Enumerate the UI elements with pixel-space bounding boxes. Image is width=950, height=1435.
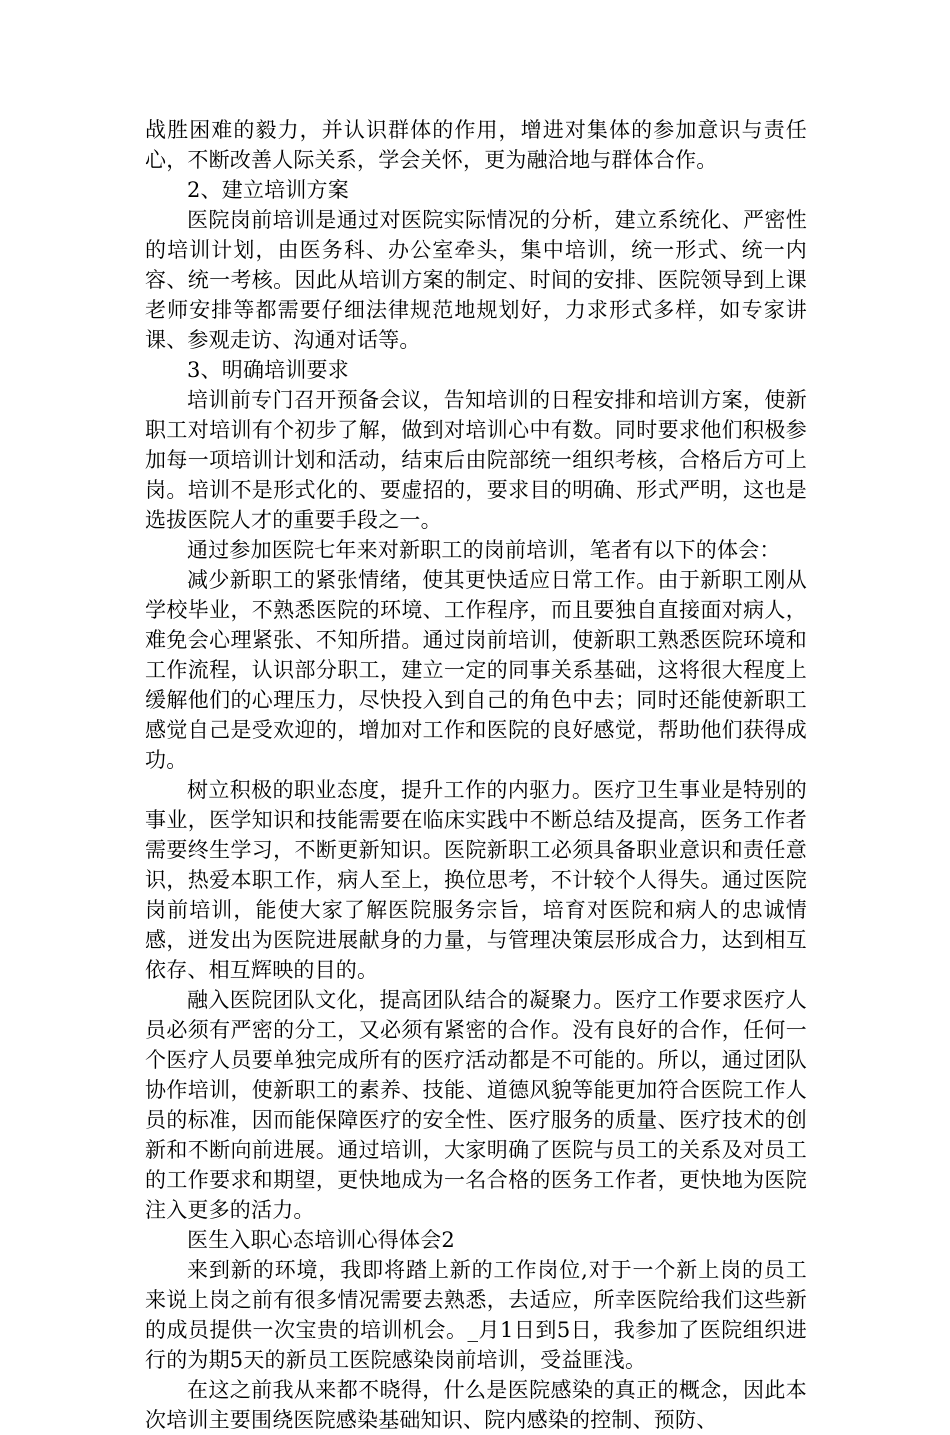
paragraph: 来到新的环境，我即将踏上新的工作岗位,对于一个新上岗的员工来说上岗之前有很多情况需要去熟悉，去适应，所幸医院给我们这些新的成员提供一次宝贵的培训机会。_月1日到5日，我参加了医院组织进行的为期5天的新员工医院感染岗前培训，受益匪浅。 bbox=[145, 1258, 807, 1372]
paragraph: 通过参加医院七年来对新职工的岗前培训，笔者有以下的体会： bbox=[187, 538, 781, 562]
paragraph: 树立积极的职业态度，提升工作的内驱力。医疗卫生事业是特别的事业，医学知识和技能需要在临床实践中不断总结及提高，医务工作者需要终生学习，不断更新知识。医院新职工必须具备职业意识和责任意识，热爱本职工作，病人至上，换位思考，不计较个人得失。通过医院岗前培训，能使大家了解医院服务宗旨，培育对医院和病人的忠诚情感，迸发出为医院进展献身的力量，与管理决策层形成合力，达到相互依存、相互辉映的目的。 bbox=[145, 778, 807, 982]
section-heading: 医生入职心态培训心得体会2 bbox=[187, 1228, 455, 1252]
paragraph: 减少新职工的紧张情绪，使其更快适应日常工作。由于新职工刚从学校毕业，不熟悉医院的环境、工作程序，而且要独自直接面对病人，难免会心理紧张、不知所措。通过岗前培训，使新职工熟悉医院环境和工作流程，认识部分职工，建立一定的同事关系基础，这将很大程度上缓解他们的心理压力，尽快投入到自己的角色中去；同时还能使新职工感觉自己是受欢迎的，增加对工作和医院的良好感觉，帮助他们获得成功。 bbox=[145, 568, 807, 772]
paragraph: 培训前专门召开预备会议，告知培训的日程安排和培训方案，使新职工对培训有个初步了解，做到对培训心中有数。同时要求他们积极参加每一项培训计划和活动，结束后由院部统一组织考核，合格后方可上岗。培训不是形式化的、要虚招的，要求目的明确、形式严明，这也是选拔医院人才的重要手段之一。 bbox=[145, 388, 807, 532]
paragraph: 医院岗前培训是通过对医院实际情况的分析，建立系统化、严密性的培训计划，由医务科、办公室牵头，集中培训，统一形式、统一内容、统一考核。因此从培训方案的制定、时间的安排、医院领导到上课老师安排等都需要仔细法律规范地规划好，力求形式多样，如专家讲课、参观走访、沟通对话等。 bbox=[145, 208, 807, 352]
paragraph: 在这之前我从来都不晓得，什么是医院感染的真正的概念，因此本次培训主要围绕医院感染基础知识、院内感染的控制、预防、 bbox=[145, 1378, 807, 1432]
paragraph: 融入医院团队文化，提高团队结合的凝聚力。医疗工作要求医疗人员必须有严密的分工，又必须有紧密的合作。没有良好的合作，任何一个医疗人员要单独完成所有的医疗活动都是不可能的。所以，通过团队协作培训，使新职工的素养、技能、道德风貌等能更加符合医院工作人员的标准，因而能保障医疗的安全性、医疗服务的质量、医疗技术的创新和不断向前进展。通过培训，大家明确了医院与员工的关系及对员工的工作要求和期望，更快地成为一名合格的医务工作者，更快地为医院注入更多的活力。 bbox=[145, 988, 807, 1222]
section-heading: 3、明确培训要求 bbox=[187, 358, 349, 382]
document-page bbox=[145, 115, 807, 1435]
section-heading: 2、建立培训方案 bbox=[187, 178, 349, 202]
paragraph: 战胜困难的毅力，并认识群体的作用，增进对集体的参加意识与责任心，不断改善人际关系，学会关怀，更为融洽地与群体合作。 bbox=[145, 118, 807, 172]
